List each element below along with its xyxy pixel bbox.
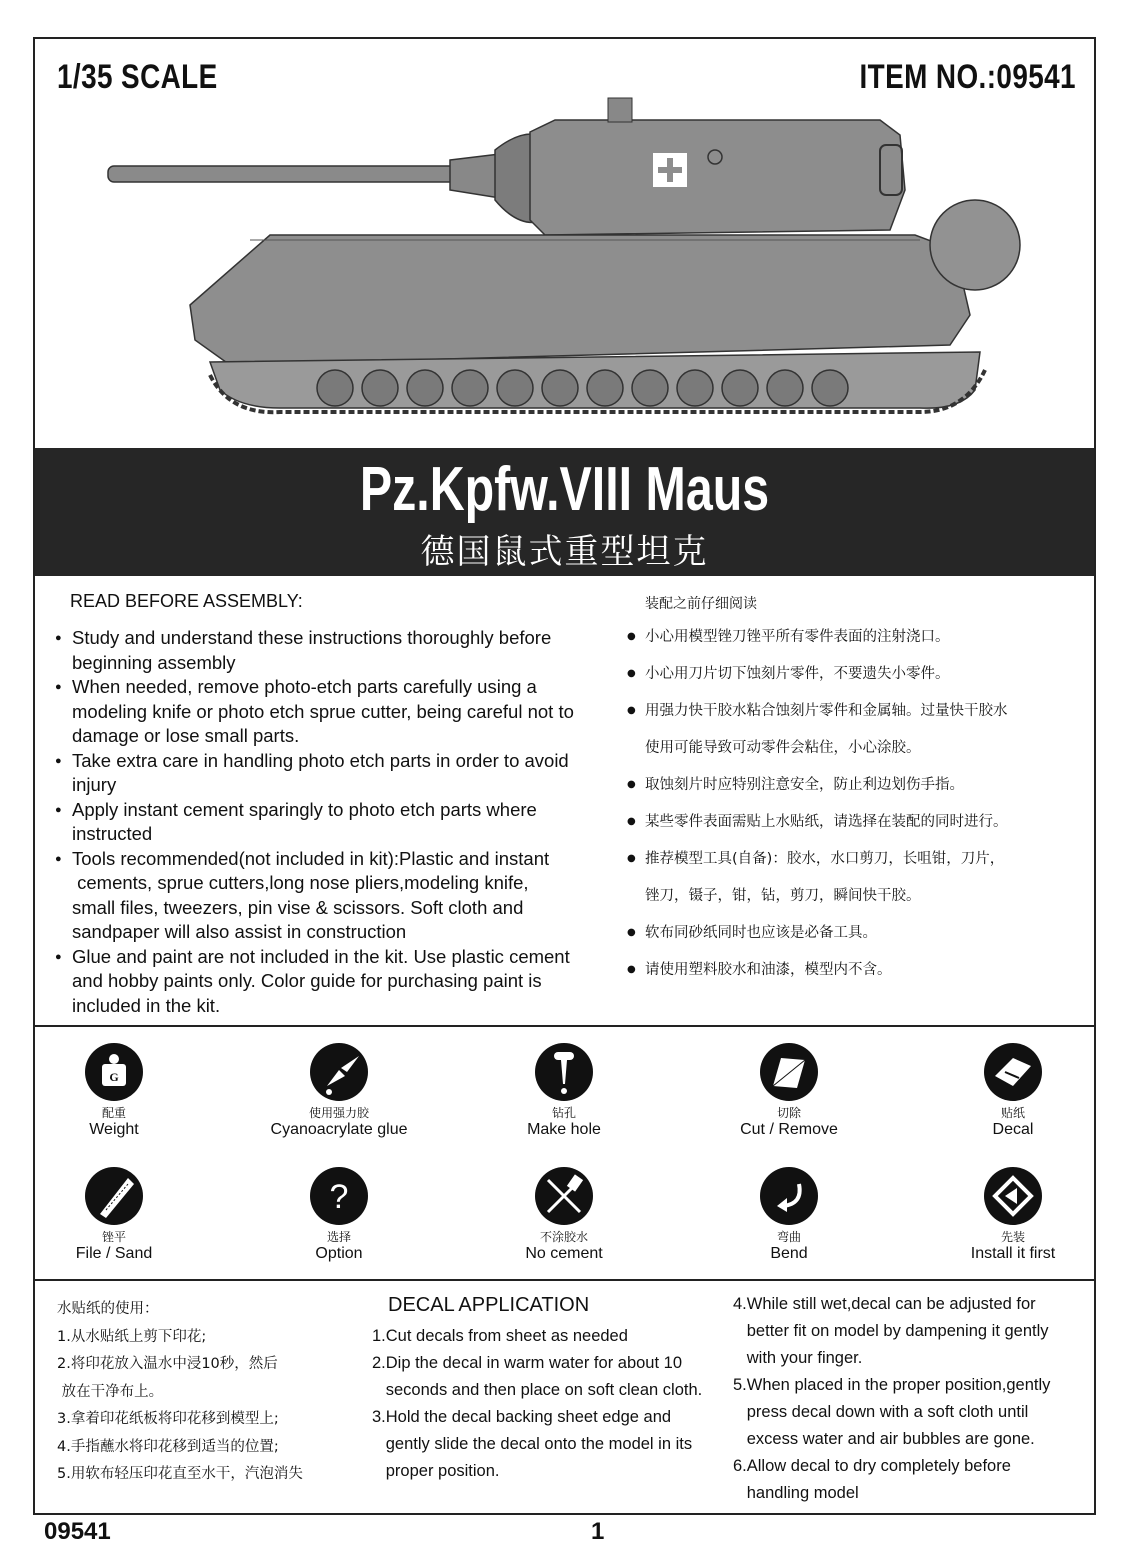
instruction-item: ● Take extra care in handling photo etch parts in order to avoid injury [52,749,612,798]
decal-step: handling model [733,1484,859,1502]
instruction-item-cn: ● 用强力快干胶水粘合蚀刻片零件和金属轴。过量快干胶水 [625,702,1085,739]
divider [35,1279,1094,1281]
legend-label: Bend [770,1245,808,1262]
legend-label: File / Sand [75,1245,153,1262]
instruction-item-cn: ● 某些零件表面需贴上水贴纸，请选择在装配的同时进行。 [625,813,1085,850]
decal-step-cn: 2.将印花放入温水中浸10秒，然后 [57,1356,278,1372]
decal-step: 6.Allow decal to dry completely before [733,1457,1011,1475]
legend-label: Option [315,1245,363,1262]
legend-label-cn: 先装 [1000,1230,1025,1244]
legend-label: No cement [525,1245,603,1262]
no-cement-icon [534,1166,594,1226]
decal-step-cn: 放在干净布上。 [57,1383,164,1400]
legend-label-cn: 使用强力胶 [308,1106,369,1120]
instruction-item-cn: ● 软布同砂纸同时也应该是必备工具。 [625,924,1085,961]
svg-text:G: G [109,1070,119,1084]
legend-item [24,1042,204,1139]
page-number: 1 [591,1518,605,1545]
legend-item [249,1042,429,1139]
decal-step: better fit on model by dampening it gently [733,1322,1049,1340]
legend-label: Make hole [527,1121,601,1138]
footer-code: 09541 [44,1518,111,1545]
read-before-title: READ BEFORE ASSEMBLY: [70,591,303,611]
legend-label: Cut / Remove [740,1121,838,1138]
instruction-item-cn: ● 小心用模型锉刀锉平所有零件表面的注射浇口。 [625,628,1085,665]
decal-instructions-cn [57,1297,303,1490]
divider [35,1025,1094,1027]
legend-label-cn: 弯曲 [776,1230,801,1244]
read-before-title-cn: 装配之前仔细阅读 [645,596,757,612]
legend-label-cn: 不涂胶水 [539,1230,588,1244]
legend-item [474,1042,654,1139]
legend-label-cn: 锉平 [101,1230,126,1244]
legend-item [923,1042,1103,1139]
model-title-cn: 德国鼠式重型坦克 [420,532,709,572]
decal-step-cn: 1.从水贴纸上剪下印花; [57,1328,207,1345]
model-title: Pz.Kpfw.VIII Maus [359,455,770,524]
decal-steps-1 [372,1323,702,1485]
legend-item [699,1166,879,1263]
item-number: ITEM NO.:09541 [859,58,1076,96]
legend-label: Install it first [970,1245,1056,1262]
scale-label: 1/35 SCALE [57,58,218,96]
instruction-item: ● Apply instant cement sparingly to photo etch parts where instructed [52,798,612,847]
decal-step: 1.Cut decals from sheet as needed [372,1327,628,1345]
decal-step-cn: 3.拿着印花纸板将印花移到模型上; [57,1411,279,1427]
instruction-item-cn: ● 推荐模型工具(自备)：胶水，水口剪刀，长咀钳，刀片， [625,850,1085,887]
decal-step-cn: 水贴纸的使用： [57,1301,159,1317]
instruction-item: ● Study and understand these instructions thoroughly before beginning assembly [52,626,612,675]
tank-illustration [100,90,1040,435]
legend-label-cn: 配重 [101,1106,126,1120]
decal-title: DECAL APPLICATION [388,1294,590,1316]
read-before-list-cn [625,628,1085,998]
legend-label-cn: 选择 [326,1230,351,1244]
decal-icon [983,1042,1043,1102]
decal-step: 4.While still wet,decal can be adjusted for [733,1295,1036,1313]
legend-label-cn: 切除 [776,1106,801,1120]
bend-icon [759,1166,819,1226]
legend-item [24,1166,204,1263]
instruction-item: ● Glue and paint are not included in the kit. Use plastic cement and hobby paints only. Color guide for purchasing paint is included in the kit. [52,945,612,1019]
instruction-item-cn: 锉刀，镊子，钳，钻，剪刀，瞬间快干胶。 [645,888,921,904]
instruction-item-cn: 使用可能导致可动零件会粘住，小心涂胶。 [645,740,921,756]
decal-step-cn: 5.用软布轻压印花直至水干，汽泡消失 [57,1466,303,1482]
legend-item [923,1166,1103,1263]
legend-label: Cyanoacrylate glue [270,1121,408,1138]
instruction-item-cn: ● 请使用塑料胶水和油漆，模型内不含。 [625,961,1085,998]
legend-label: Weight [89,1121,139,1138]
option-icon [309,1166,369,1226]
legend-label-cn: 钻孔 [551,1106,576,1120]
decal-step: with your finger. [733,1349,863,1367]
decal-step: 2.Dip the decal in warm water for about 10 [372,1354,682,1372]
decal-step: gently slide the decal onto the model in its [372,1435,693,1453]
instruction-item-cn: ● 小心用刀片切下蚀刻片零件，不要遗失小零件。 [625,665,1085,702]
instruction-item-cn: ● 取蚀刻片时应特别注意安全，防止利边划伤手指。 [625,776,1085,813]
instruction-item: ● When needed, remove photo-etch parts carefully using a modeling knife or photo etch sprue cutter, being careful not to damage or lose small parts. [52,675,612,749]
decal-step: seconds and then place on soft clean cloth. [372,1381,703,1399]
legend-item [474,1166,654,1263]
title-banner [35,448,1094,576]
install-first-icon [983,1166,1043,1226]
svg-text:?: ? [329,1178,349,1216]
decal-step: 5.When placed in the proper position,gently [733,1376,1051,1394]
legend-item [699,1042,879,1139]
cut-icon [759,1042,819,1102]
decal-step: proper position. [372,1462,500,1480]
weight-icon [84,1042,144,1102]
glue-icon [309,1042,369,1102]
drill-icon [534,1042,594,1102]
decal-step: press decal down with a soft cloth until [733,1403,1029,1421]
decal-step: 3.Hold the decal backing sheet edge and [372,1408,672,1426]
legend-label: Decal [992,1121,1034,1138]
file-icon [84,1166,144,1226]
decal-step: excess water and air bubbles are gone. [733,1430,1035,1448]
read-before-list [52,626,612,1018]
instruction-item: ● Tools recommended(not included in kit):Plastic and instant cements, sprue cutters,long nose pliers,modeling knife, small files, tweezers, pin vise & scissors. Soft cloth and sandpaper will also assist in construction [52,847,612,945]
decal-steps-2 [733,1291,1050,1507]
decal-step-cn: 4.手指蘸水将印花移到适当的位置; [57,1438,279,1455]
legend-item [249,1166,429,1263]
legend-label-cn: 贴纸 [1000,1106,1025,1120]
